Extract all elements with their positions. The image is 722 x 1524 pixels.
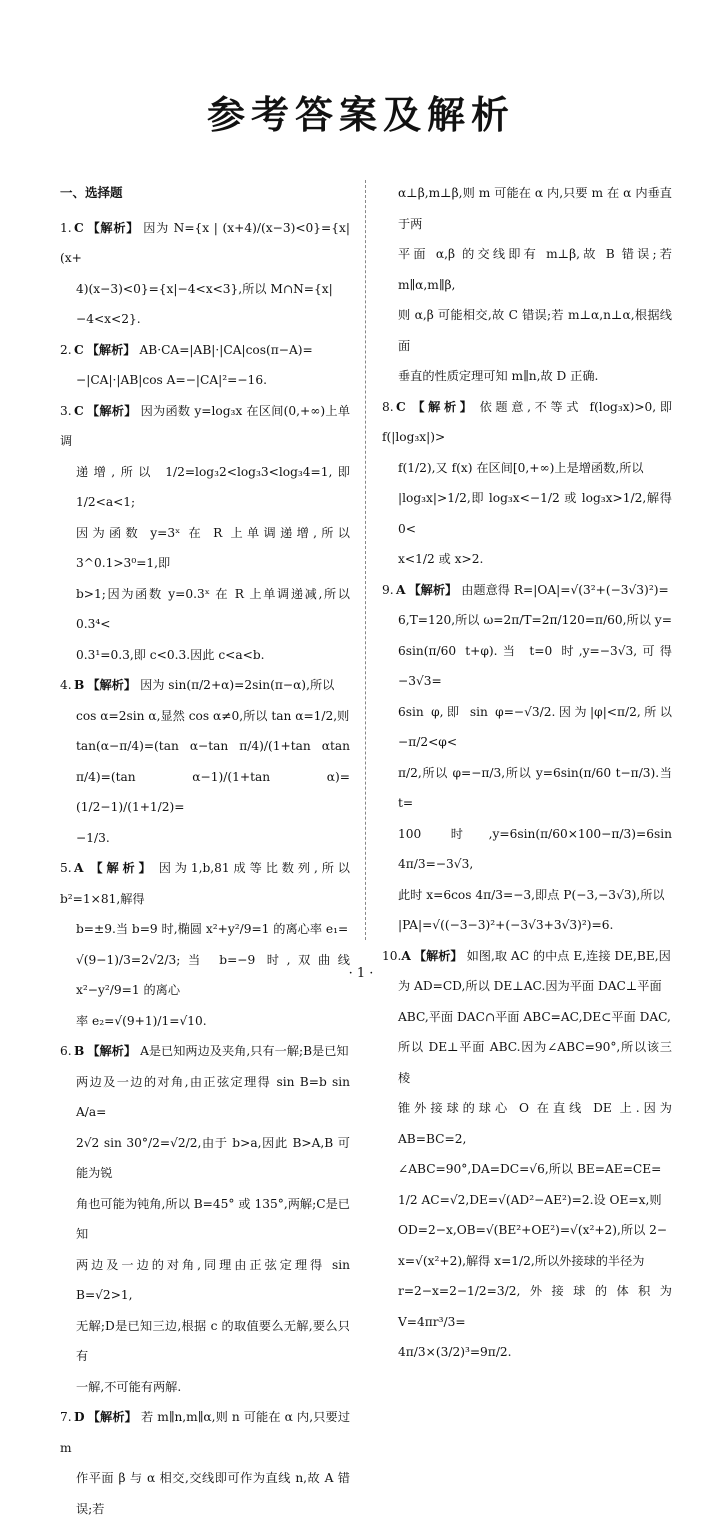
solution-text: 依题意,不等式 f(log₃x)>0,即 f(|log₃x|)> [382, 399, 673, 444]
analysis-tag: 【解析】 [86, 220, 140, 235]
solution-text: |PA|=√((−3−3)²+(−3√3+3√3)²)=6. [398, 918, 614, 932]
solution-text: 作平面 β 与 α 相交,交线即可作为直线 n,故 A 错误;若 [76, 1471, 350, 1516]
solution-text: π/2,所以 φ=−π/3,所以 y=6sin(π/60 t−π/3).当 t= [398, 765, 672, 810]
solution-text: 递增,所以 1/2=log₃2<log₃3<log₃4=1,即 1/2<a<1; [76, 464, 350, 509]
solution-text: 所以 DE⊥平面 ABC.因为∠ABC=90°,所以该三棱 [398, 1040, 672, 1085]
solution-text: 两边及一边的对角,由正弦定理得 sin B=b sin A/a= [76, 1074, 350, 1119]
answer-item [382, 178, 672, 392]
analysis-tag: 【解析】 [87, 1410, 137, 1424]
answer-item [60, 335, 350, 396]
solution-text: |log₃x|>1/2,即 log₃x<−1/2 或 log₃x>1/2,解得 0< [398, 491, 672, 536]
solution-text: −4<x<2}. [76, 312, 141, 326]
analysis-tag: 【解析】 [87, 1044, 137, 1058]
answer-item [60, 1402, 350, 1524]
analysis-tag: 【解析】 [86, 342, 136, 357]
solution-text: −1/3. [76, 830, 110, 845]
solution-text: r=2−x=2−1/2=3/2,外接球的体积为 V=4πr³/3= [398, 1284, 672, 1329]
left-column [60, 178, 350, 1524]
solution-text: b=±9.当 b=9 时,椭圆 x²+y²/9=1 的离心率 e₁= [76, 922, 349, 936]
solution-text: 2√2 sin 30°/2=√2/2,由于 b>a,因此 B>A,B 可能为锐 [76, 1135, 350, 1180]
solution-text: √(9−1)/3=2√2/3;当 b=−9 时,双曲线 x²−y²/9=1 的离心 [76, 952, 350, 997]
solution-text: 无解;D是已知三边,根据 c 的取值要么无解,要么只有 [76, 1318, 350, 1363]
solution-text: 0.3¹=0.3,即 c<0.3.因此 c<a<b. [76, 647, 265, 662]
solution-text: 两边及一边的对角,同理由正弦定理得 sin B=√2>1, [76, 1257, 350, 1302]
answer-item [382, 392, 672, 575]
page-number: · 1 · [348, 966, 374, 981]
answer-letter: A [396, 582, 406, 597]
answer-item [60, 1036, 350, 1402]
answer-letter: C [396, 399, 406, 414]
answer-letter: C [74, 220, 84, 235]
answer-letter: A [74, 861, 84, 875]
item-number: 6. [60, 1044, 72, 1058]
solution-text: 因为 N={x | (x+4)/(x−3)<0}={x|(x+ [60, 220, 350, 265]
solution-text: −|CA|·|AB|cos A=−|CA|²=−16. [76, 373, 267, 387]
solution-text: 一解,不可能有两解. [76, 1379, 182, 1394]
solution-text: AB·CA=|AB|·|CA|cos(π−A)= [139, 342, 313, 357]
item-number: 2. [60, 342, 72, 357]
answer-letter: B [74, 678, 85, 692]
solution-text: b>1;因为函数 y=0.3ˣ 在 R 上单调递减,所以0.3⁴< [76, 586, 350, 631]
answer-item [60, 670, 350, 853]
solution-text: 为 AD=CD,所以 DE⊥AC.因为平面 DAC⊥平面 [398, 979, 662, 993]
solution-text: ∠ABC=90°,DA=DC=√6,所以 BE=AE=CE= [398, 1162, 662, 1176]
analysis-tag: 【解析】 [413, 948, 463, 963]
solution-text: 6sin(π/60 t+φ).当 t=0 时,y=−3√3,可得 −3√3= [398, 643, 672, 688]
analysis-tag: 【解析】 [408, 582, 458, 597]
solution-text: 则 α,β 可能相交,故 C 错误;若 m⊥α,n⊥α,根据线面 [398, 308, 672, 353]
analysis-tag: 【解析】 [87, 678, 137, 692]
item-number: 3. [60, 403, 72, 418]
solution-text: cos α=2sin α,显然 cos α≠0,所以 tan α=1/2,则 [76, 708, 350, 723]
section-heading: 一、选择题 [60, 185, 123, 200]
analysis-tag: 【解析】 [86, 403, 137, 418]
solution-text: 此时 x=6cos 4π/3=−3,即点 P(−3,−3√3),所以 [398, 887, 665, 902]
answer-letter: C [74, 342, 84, 357]
solution-text: ABC,平面 DAC∩平面 ABC=AC,DE⊂平面 DAC, [398, 1009, 671, 1024]
answer-item [60, 213, 350, 335]
solution-text: 锥外接球的球心 O 在直线 DE 上.因为 AB=BC=2, [398, 1101, 672, 1146]
analysis-tag: 【解析】 [408, 399, 476, 414]
solution-text: 垂直的性质定理可知 m∥n,故 D 正确. [398, 369, 599, 383]
solution-text: 因为 sin(π/2+α)=2sin(π−α),所以 [140, 678, 335, 692]
solution-text: 因为函数 y=log₃x 在区间(0,+∞)上单调 [60, 403, 351, 448]
item-number: 1. [60, 220, 72, 235]
item-number: 4. [60, 678, 72, 692]
solution-text: 6sin φ,即 sin φ=−√3/2.因为|φ|<π/2,所以 −π/2<φ< [398, 704, 672, 749]
solution-text: α⊥β,m⊥β,则 m 可能在 α 内,只要 m 在 α 内垂直于两 [398, 186, 672, 231]
answer-letter: A [401, 948, 411, 963]
item-number: 10. [382, 948, 402, 963]
item-number: 5. [60, 861, 72, 875]
solution-text: 因为1,b,81成等比数列,所以 b²=1×81,解得 [60, 861, 350, 906]
solution-text: A是已知两边及夹角,只有一解;B是已知 [140, 1044, 349, 1058]
answer-letter: D [74, 1410, 85, 1424]
answer-letter: B [74, 1044, 85, 1058]
solution-text: 6,T=120,所以 ω=2π/T=2π/120=π/60,所以 y= [398, 613, 672, 627]
column-divider [365, 180, 366, 940]
solution-text: f(1/2),又 f(x) 在区间[0,+∞)上是增函数,所以 [398, 460, 644, 475]
solution-text: x=√(x²+2),解得 x=1/2,所以外接球的半径为 [398, 1253, 645, 1268]
solution-text: OD=2−x,OB=√(BE²+OE²)=√(x²+2),所以 2− [398, 1223, 668, 1237]
page-title: 参考答案及解析 [206, 93, 515, 137]
solution-text: 率 e₂=√(9+1)/1=√10. [76, 1013, 207, 1028]
solution-text: 如图,取 AC 的中点 E,连接 DE,BE,因 [466, 948, 671, 963]
item-number: 7. [60, 1410, 72, 1424]
right-column [382, 178, 672, 1368]
item-number: 8. [382, 399, 394, 414]
item-number: 9. [382, 582, 394, 597]
solution-text: 1/2 AC=√2,DE=√(AD²−AE²)=2.设 OE=x,则 [398, 1192, 662, 1207]
answer-item [60, 853, 350, 1036]
answer-item [382, 575, 672, 941]
solution-text: 角也可能为钝角,所以 B=45° 或 135°,两解;C是已知 [76, 1196, 350, 1241]
solution-text: 由题意得 R=|OA|=√(3²+(−3√3)²)= [461, 582, 669, 597]
solution-text: 因为函数 y=3ˣ 在 R 上单调递增,所以 3^0.1>3⁰=1,即 [76, 525, 350, 570]
solution-text: 4π/3×(3/2)³=9π/2. [398, 1345, 512, 1359]
solution-text: 100 时,y=6sin(π/60×100−π/3)=6sin 4π/3=−3√3, [398, 826, 672, 871]
solution-text: tan(α−π/4)=(tan α−tan π/4)/(1+tan αtan π/4)=(tan α−1)/(1+tan α)=(1/2−1)/(1+1/2)= [76, 739, 350, 814]
answer-item [60, 396, 350, 671]
solution-text: x<1/2 或 x>2. [398, 552, 484, 566]
solution-text: 4)(x−3)<0}={x|−4<x<3},所以 M∩N={x| [76, 281, 333, 296]
answer-letter: C [74, 403, 84, 418]
solution-text: 平面 α,β 的交线即有 m⊥β,故 B 错误;若 m∥α,m∥β, [398, 247, 672, 292]
solution-text: 若 m∥n,m∥α,则 n 可能在 α 内,只要过 m [60, 1410, 351, 1455]
analysis-tag: 【解析】 [86, 861, 155, 875]
